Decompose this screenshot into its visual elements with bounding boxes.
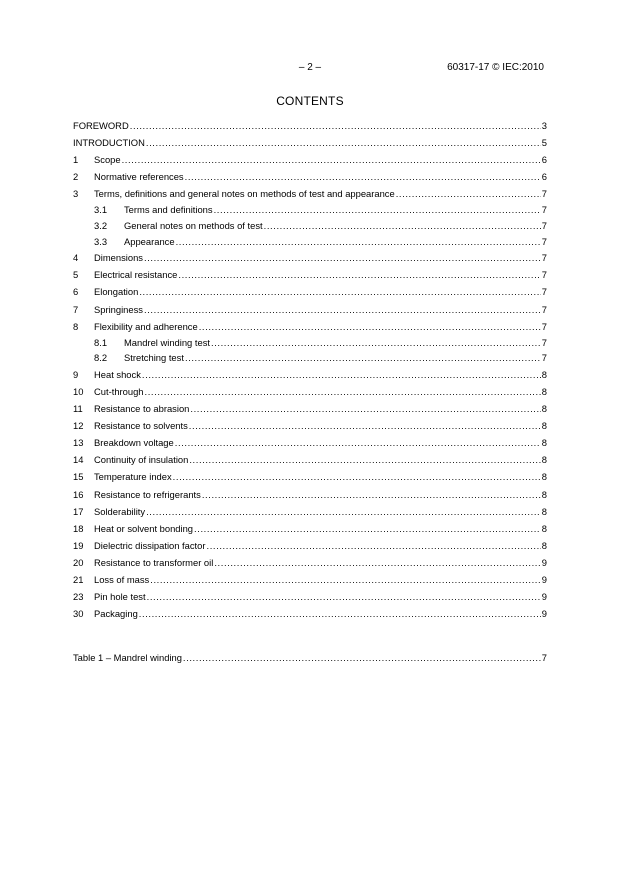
- dot-leader: [189, 417, 541, 434]
- toc-entry[interactable]: [73, 605, 547, 622]
- toc-entry-label: Terms and definitions: [124, 204, 213, 216]
- toc-entry-number: 11: [73, 403, 83, 415]
- toc-entry-label: Table 1 – Mandrel winding: [73, 652, 182, 663]
- dot-leader: [396, 185, 541, 202]
- toc-entry-page: 7: [541, 235, 547, 247]
- toc-entry-label: Pin hole test: [94, 591, 146, 603]
- toc-entry[interactable]: [73, 335, 547, 351]
- toc-entry-page: 9: [541, 574, 547, 586]
- toc-entry-page: 8: [541, 437, 547, 449]
- list-of-tables: [73, 649, 547, 666]
- dot-leader: [139, 283, 540, 300]
- toc-entry-label: Cut-through: [94, 386, 144, 397]
- toc-entry-page: 7: [541, 352, 547, 364]
- dot-leader: [173, 468, 541, 485]
- dot-leader: [175, 434, 541, 451]
- table-of-contents: [73, 117, 547, 622]
- toc-entry-label: Appearance: [124, 235, 175, 247]
- toc-entry-page: 3: [541, 120, 547, 131]
- toc-entry-label: Scope: [94, 154, 121, 166]
- dot-leader: [190, 400, 540, 417]
- toc-entry-number: 3.3: [94, 235, 108, 247]
- toc-entry-label: Breakdown voltage: [94, 437, 174, 449]
- toc-entry-label: Normative references: [94, 171, 184, 183]
- toc-entry-page: 7: [541, 286, 547, 298]
- toc-entry-page: 9: [541, 591, 547, 603]
- toc-entry-page: 7: [541, 269, 547, 281]
- toc-entry-label: Flexibility and adherence: [94, 320, 198, 332]
- dot-leader: [189, 451, 540, 468]
- toc-entry-label: Heat or solvent bonding: [94, 522, 194, 534]
- toc-entry-label: Mandrel winding test: [124, 336, 210, 348]
- dot-leader: [142, 366, 541, 383]
- toc-entry-number: 9: [73, 368, 79, 380]
- toc-entry[interactable]: [73, 218, 547, 234]
- dot-leader: [147, 588, 541, 605]
- toc-entry-page: 7: [541, 252, 547, 264]
- toc-entry-number: 3.1: [94, 204, 108, 216]
- dot-leader: [176, 234, 541, 250]
- toc-entry-label: INTRODUCTION: [73, 137, 145, 149]
- toc-entry-number: 19: [73, 539, 84, 551]
- toc-entry-label: Resistance to refrigerants: [94, 488, 201, 500]
- toc-entry[interactable]: [73, 134, 547, 151]
- toc-entry[interactable]: [73, 400, 547, 417]
- toc-entry-label: Electrical resistance: [94, 269, 178, 281]
- toc-entry-label: Temperature index: [94, 471, 172, 483]
- toc-entry-number: 15: [73, 471, 84, 483]
- toc-entry-page: 8: [541, 539, 547, 551]
- dot-leader: [178, 266, 540, 283]
- toc-entry[interactable]: [73, 554, 547, 571]
- toc-entry-label: Resistance to solvents: [94, 420, 188, 432]
- toc-entry-page: 8: [541, 420, 547, 432]
- dot-leader: [130, 117, 541, 134]
- dot-leader: [146, 134, 541, 151]
- toc-entry-number: 18: [73, 522, 84, 534]
- toc-entry[interactable]: [73, 588, 547, 605]
- toc-entry-number: 1: [73, 154, 79, 166]
- toc-entry-page: 7: [541, 303, 547, 315]
- toc-entry-number: 14: [73, 454, 84, 466]
- toc-entry-number: 12: [73, 420, 84, 432]
- toc-entry-label: General notes on methods of test: [124, 220, 263, 232]
- toc-entry-page: 8: [541, 386, 547, 397]
- toc-entry-number: 3: [73, 188, 79, 200]
- document-reference: 60317-17 © IEC:2010: [447, 62, 544, 73]
- toc-entry[interactable]: [73, 649, 547, 666]
- toc-entry-page: 6: [541, 154, 547, 166]
- dot-leader: [183, 649, 541, 666]
- toc-entry-number: 5: [73, 269, 79, 281]
- toc-entry-label: Packaging: [94, 608, 138, 620]
- toc-entry-label: FOREWORD: [73, 120, 129, 131]
- dot-leader: [264, 218, 541, 234]
- toc-entry[interactable]: [73, 266, 547, 283]
- toc-entry-number: 21: [73, 574, 84, 586]
- toc-entry-number: 8.1: [94, 336, 108, 348]
- toc-entry[interactable]: [73, 234, 547, 250]
- toc-entry-number: 7: [73, 303, 79, 315]
- toc-entry-label: Elongation: [94, 286, 139, 298]
- dot-leader: [214, 554, 540, 571]
- dot-leader: [144, 301, 541, 318]
- toc-entry-number: 17: [73, 505, 84, 517]
- toc-entry-page: 7: [541, 220, 547, 232]
- toc-entry-number: 6: [73, 286, 79, 298]
- toc-entry[interactable]: [73, 301, 547, 318]
- dot-leader: [150, 571, 541, 588]
- toc-entry-label: Dielectric dissipation factor: [94, 539, 206, 551]
- dot-leader: [185, 350, 541, 366]
- toc-entry-label: Dimensions: [94, 252, 143, 264]
- toc-entry-page: 6: [541, 171, 547, 183]
- toc-entry[interactable]: [73, 168, 547, 185]
- dot-leader: [202, 486, 541, 503]
- page-number: – 2 –: [298, 62, 322, 73]
- toc-entry[interactable]: [73, 417, 547, 434]
- toc-entry-page: 8: [541, 522, 547, 534]
- toc-entry-page: 8: [541, 454, 547, 466]
- dot-leader: [122, 151, 541, 168]
- dot-leader: [139, 605, 541, 622]
- toc-entry-label: Heat shock: [94, 368, 141, 380]
- toc-entry-label: Terms, definitions and general notes on methods of test and appearance: [94, 188, 395, 200]
- toc-entry-label: Loss of mass: [94, 574, 150, 586]
- toc-entry-page: 7: [541, 188, 547, 200]
- toc-entry[interactable]: [73, 503, 547, 520]
- toc-entry[interactable]: [73, 451, 547, 468]
- toc-entry[interactable]: [73, 571, 547, 588]
- toc-entry-page: 7: [541, 204, 547, 216]
- toc-entry-label: Resistance to transformer oil: [94, 556, 214, 568]
- toc-entry[interactable]: [73, 283, 547, 300]
- toc-entry-page: 5: [541, 137, 547, 149]
- toc-entry[interactable]: [73, 366, 547, 383]
- toc-entry[interactable]: [73, 151, 547, 168]
- toc-entry[interactable]: [73, 318, 547, 335]
- dot-leader: [185, 168, 541, 185]
- toc-entry-label: Springiness: [94, 303, 143, 315]
- toc-entry-label: Stretching test: [124, 352, 184, 364]
- toc-entry-page: 9: [541, 608, 547, 620]
- toc-entry-number: 4: [73, 252, 79, 264]
- toc-entry-number: 13: [73, 437, 84, 449]
- toc-entry-number: 10: [73, 386, 84, 397]
- toc-entry-label: Resistance to abrasion: [94, 403, 190, 415]
- toc-entry-number: 30: [73, 608, 84, 620]
- toc-entry-page: 8: [541, 368, 547, 380]
- toc-entry-page: 8: [541, 403, 547, 415]
- toc-entry-number: 2: [73, 171, 79, 183]
- toc-entry-page: 7: [541, 320, 547, 332]
- dot-leader: [211, 335, 541, 351]
- dot-leader: [146, 503, 541, 520]
- toc-entry[interactable]: [73, 434, 547, 451]
- toc-entry[interactable]: [73, 117, 547, 134]
- page-title: CONTENTS: [276, 94, 344, 108]
- toc-entry[interactable]: [73, 468, 547, 485]
- toc-entry-page: 8: [541, 488, 547, 500]
- toc-entry-page: 8: [541, 505, 547, 517]
- toc-entry-number: 23: [73, 591, 84, 603]
- toc-entry[interactable]: [73, 249, 547, 266]
- toc-entry-label: Solderability: [94, 505, 146, 517]
- toc-entry[interactable]: [73, 185, 547, 202]
- toc-entry-page: 7: [541, 652, 547, 663]
- toc-entry-number: 8.2: [94, 352, 108, 364]
- dot-leader: [199, 318, 541, 335]
- toc-entry-number: 8: [73, 320, 79, 332]
- dot-leader: [214, 202, 541, 218]
- toc-entry[interactable]: [73, 350, 547, 366]
- toc-entry-page: 7: [541, 336, 547, 348]
- toc-entry[interactable]: [73, 202, 547, 218]
- dot-leader: [144, 249, 541, 266]
- toc-entry-page: 8: [541, 471, 547, 483]
- toc-entry-number: 16: [73, 488, 84, 500]
- toc-entry-number: 20: [73, 556, 84, 568]
- toc-entry[interactable]: [73, 537, 547, 554]
- toc-entry[interactable]: [73, 486, 547, 503]
- toc-entry-number: 3.2: [94, 220, 108, 232]
- dot-leader: [207, 537, 541, 554]
- dot-leader: [194, 520, 541, 537]
- toc-entry-page: 9: [541, 556, 547, 568]
- toc-entry[interactable]: [73, 383, 547, 400]
- toc-entry[interactable]: [73, 520, 547, 537]
- dot-leader: [145, 383, 541, 400]
- toc-entry-label: Continuity of insulation: [94, 454, 189, 466]
